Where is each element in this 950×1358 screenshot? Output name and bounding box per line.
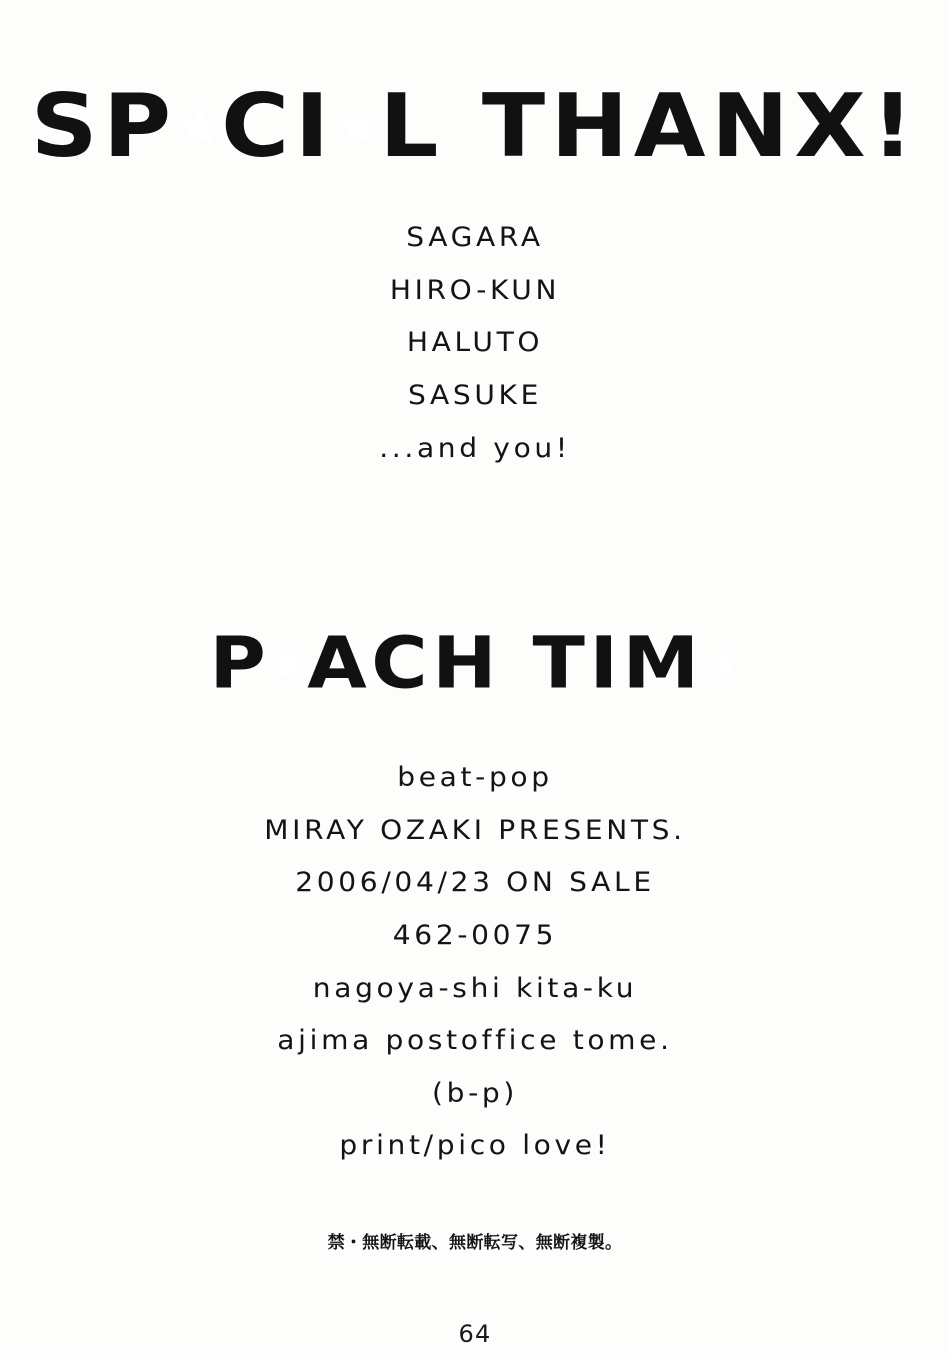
list-item: beat-pop [397,762,553,793]
list-item: HIRO-KUN [389,274,561,306]
list-item: 462-0075 [392,919,558,951]
heading-segment-2: ACH TIM [307,622,704,706]
flower-icon [179,109,220,147]
list-item: SAGARA [406,222,544,253]
list-item: SASUKE [408,379,542,411]
colophon-list [0,752,950,1173]
heading-segment-3: L THANX! [379,74,920,177]
list-item: nagoya-shi kita-ku [312,972,638,1004]
list-item: ...and you! [379,432,571,464]
flower-icon [272,649,306,681]
copyright-notice: 禁・無断転載、無断転写、無断複製。 [327,1233,623,1253]
heading-segment-1: SP [30,74,177,177]
list-item: MIRAY OZAKI PRESENTS. [264,814,686,846]
page-number: 64 [458,1320,492,1348]
list-item: 2006/04/23 ON SALE [295,867,655,899]
heading-segment-2: CI [221,74,335,177]
list-item: ajima postoffice tome. [277,1025,673,1057]
list-item: print/pico love! [339,1130,611,1162]
flower-icon [705,649,739,681]
special-thanx-credit-list [0,212,950,475]
heading-segment-1: P [209,622,271,706]
flower-icon [337,109,378,147]
list-item: (b-p) [432,1077,518,1109]
peach-time-heading [0,622,950,706]
special-thanx-heading [0,74,950,177]
list-item: HALUTO [406,327,544,359]
